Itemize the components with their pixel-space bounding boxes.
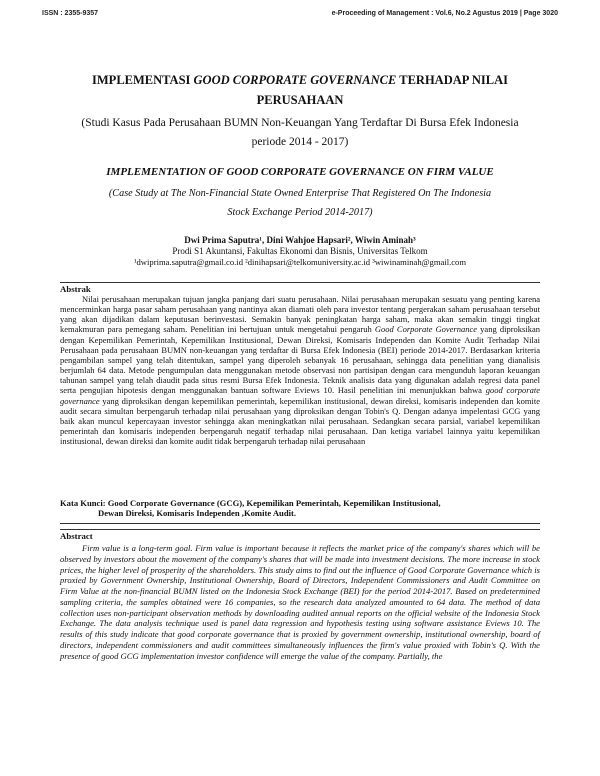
abstract-heading: Abstract [60,531,93,541]
journal-header: e-Proceeding of Management : Vol.6, No.2 Agustus 2019 | Page 3020 [331,10,558,17]
english-subtitle: (Case Study at The Non-Financial State Owned Enterprise That Registered On The Indonesia Stock Exchange Period 2014-2017) [108,188,492,218]
author-affiliation: Prodi S1 Akuntansi, Fakultas Ekonomi dan Bisnis, Universitas Telkom [172,246,428,256]
abstract-top-rule [60,529,540,530]
paper-title: IMPLEMENTASI GOOD CORPORATE GOVERNANCE TERHADAP NILAI [92,73,508,87]
keywords: Kata Kunci: Good Corporate Governance (GCG), Kepemilikan Pemerintah, Kepemilikan Institusional, Dewan Direksi, Komisaris Independen ,Komite Audit. [60,498,441,519]
english-title: IMPLEMENTATION OF GOOD CORPORATE GOVERNANCE ON FIRM VALUE [106,166,494,178]
abstract-body [60,543,540,661]
paper-subtitle: (Studi Kasus Pada Perusahaan BUMN Non-Keuangan Yang Terdaftar Di Bursa Efek Indonesia periode 2014 - 2017) [81,117,519,148]
abstrak-heading: Abstrak [60,284,91,294]
issn-header: ISSN : 2355-9357 [42,10,99,17]
paper-title-line2: PERUSAHAAN [256,93,344,107]
abstrak-bottom-rule [60,523,540,524]
abstrak-body [60,294,540,446]
author-list: Dwi Prima Saputra¹, Dini Wahjoe Hapsari², Wiwin Aminah³ [184,235,416,245]
abstract-paragraph: Firm value is a long-term goal. Firm value is important because it reflects the market price of the company's shares which will be observed by investors about the movement of the company's shares that will be made into investment decisions. The more increase in stock prices, the higher level of prosperity of the shareholders. This study aims to find out the influence of Good Corporate Governance which is proxied by Government Ownership, Institutional Ownership, Board of Directors, Independent Commissioners and Audit Committee on Firm Value at the non-financial BUMN listed on the Indonesia Stock Exchange (BEI) for the period 2014-2017. Based on predetermined sampling criteria, the samples obtained were 16 companies, so the research data analyzed amounted to 64 data. The method of data collection uses non-participant observation methods by downloading audited annual reports on the official website of the Indonesia Stock Exchange. The data analysis technique used is panel data regression and hypothesis testing using software assistance Eviews 10. The results of this study indicate that good corporate governance that is proxied by government ownership, institutional ownership, board of directors, independent commissioners and audit committees simultaneously influences the firm's value proxied with Tobin's Q. With the presence of good GCG implementation investor confidence will emerge the value of the company. Partially, the [60,543,540,661]
author-emails: ¹dwiprima.saputra@gmail.co.id ²dinihapsari@telkomuniversity.ac.id ³wiwinaminah@gmail.com [133,257,467,267]
abstrak-paragraph: Nilai perusahaan merupakan tujuan jangka panjang dari suatu perusahaan. Nilai perusahaan merupakan sesuatu yang penting karena mencerminkan harga pasar saham perusahaan yang nantinya akan diamati oleh para investor tentang pergerakan saham perusahaan tersebut yang akan dijadikan dalam keputusan berinvestasi. Semakin banyak peningkatan harga saham, maka akan semakin tinggi tingkat kemakmuran para pemegang saham. Penelitian ini bertujuan untuk mengetahui pengaruh Good Corporate Governance yang diproksikan dengan Kepemilikan Pemerintah, Kepemilikan Institusional, Dewan Direksi, Komisaris Independen dan Komite Audit Terhadap Nilai Perusahaan pada perusahaan BUMN non-keuangan yang terdaftar di Bursa Efek Indonesia (BEI) periode 2014-2017. Berdasarkan kriteria pengambilan sampel yang telah ditentukan, sampel yang diperoleh sebanyak 16 perusahaan, sehingga data penelitian yang dianalisis berjumlah 64 data. Metode pengumpulan data menggunakan metode observasi non partisipan dengan cara mengunduh laporan keuangan tahunan sampel yang telah diaudit pada situs resmi Bursa Efek Indonesia. Teknik analisis data yang digunakan adalah regresi data panel serta pengujian hipotesis dengan menggunakan bantuan software Eviews 10. Hasil penelitian ini menunjukkan bahwa good corporate governance yang diproksikan dengan kepemilikan pemerintah, kepemilikan institusional, dewan direksi, komisaris independen dan komite audit secara simultan berpengaruh terhadap nilai perusahaan yang diproksikan dengan Tobin's Q. Dengan adanya impelentasi GCG yang baik akan muncul kepercayaan investor sehingga akan meningkatkan nilai perusahaan. Sedangkan secara parsial, variabel kepemilikan pemerintah dan komisaris independen berpengaruh negatif terhadap nilai perusahaan. Dan ketiga variabel lainnya yaitu kepemilikan institusional, dewan direksi dan komite audit tidak berpengaruh terhadap nilai perusahaan [60,294,540,447]
abstrak-top-rule [60,282,540,283]
